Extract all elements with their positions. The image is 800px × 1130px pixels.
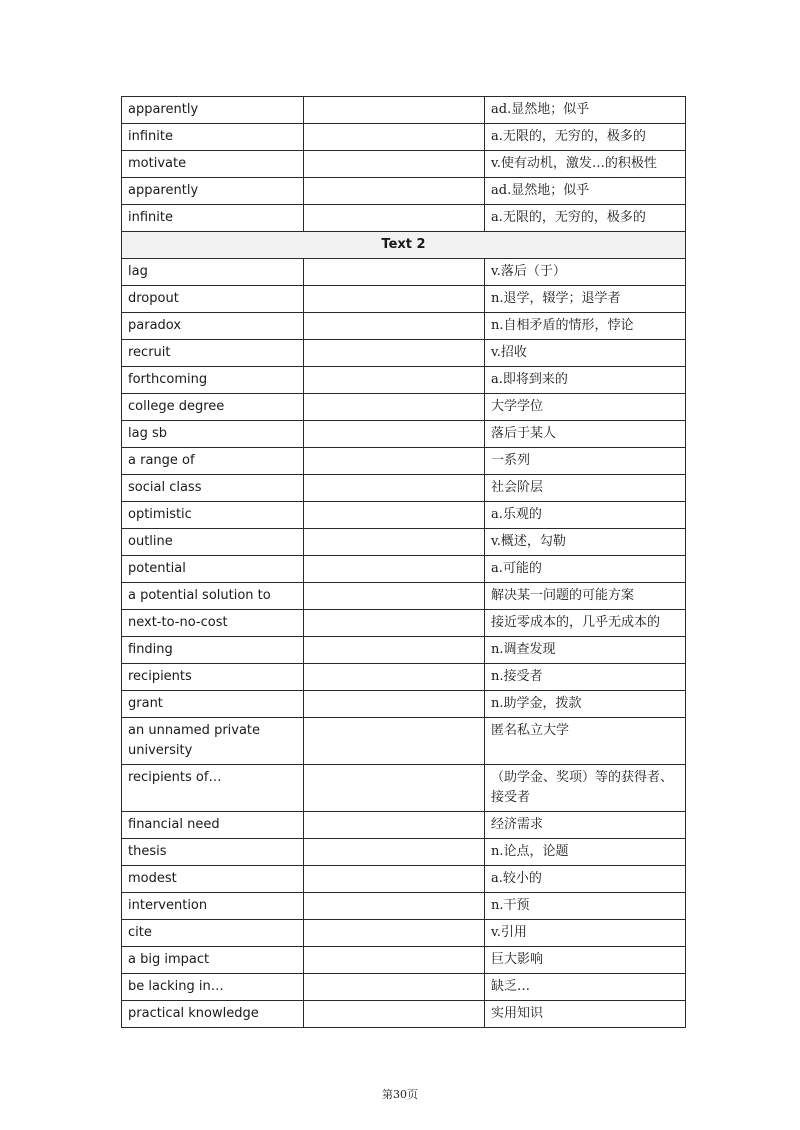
table-row xyxy=(122,718,686,765)
chinese-meaning-cell: 缺乏… xyxy=(485,974,686,1001)
chinese-meaning-cell: a.无限的，无穷的，极多的 xyxy=(485,205,686,232)
english-term-cell: outline xyxy=(122,529,304,556)
english-term-cell: an unnamed private university xyxy=(122,718,304,765)
chinese-meaning-cell: ad.显然地；似乎 xyxy=(485,178,686,205)
chinese-meaning-cell: （助学金、奖项）等的获得者、接受者 xyxy=(485,765,686,812)
blank-cell xyxy=(304,556,485,583)
blank-cell xyxy=(304,205,485,232)
english-term-cell: a big impact xyxy=(122,947,304,974)
blank-cell xyxy=(304,394,485,421)
table-row xyxy=(122,448,686,475)
table-row xyxy=(122,765,686,812)
english-term-cell: dropout xyxy=(122,286,304,313)
chinese-meaning-cell: v.使有动机，激发…的积极性 xyxy=(485,151,686,178)
english-term-cell: financial need xyxy=(122,812,304,839)
section-body xyxy=(122,232,686,259)
english-term-cell: apparently xyxy=(122,178,304,205)
table-row xyxy=(122,394,686,421)
blank-cell xyxy=(304,313,485,340)
table-row xyxy=(122,529,686,556)
english-term-cell: recipients xyxy=(122,664,304,691)
table-row xyxy=(122,839,686,866)
blank-cell xyxy=(304,475,485,502)
vocabulary-table xyxy=(121,96,686,1028)
table-row xyxy=(122,124,686,151)
blank-cell xyxy=(304,421,485,448)
english-term-cell: be lacking in… xyxy=(122,974,304,1001)
english-term-cell: modest xyxy=(122,866,304,893)
english-term-cell: finding xyxy=(122,637,304,664)
english-term-cell: a range of xyxy=(122,448,304,475)
blank-cell xyxy=(304,340,485,367)
table-row xyxy=(122,259,686,286)
chinese-meaning-cell: n.干预 xyxy=(485,893,686,920)
section-title: Text 2 xyxy=(122,232,686,259)
chinese-meaning-cell: 解决某一问题的可能方案 xyxy=(485,583,686,610)
table-row xyxy=(122,340,686,367)
blank-cell xyxy=(304,839,485,866)
english-term-cell: grant xyxy=(122,691,304,718)
english-term-cell: motivate xyxy=(122,151,304,178)
chinese-meaning-cell: 巨大影响 xyxy=(485,947,686,974)
chinese-meaning-cell: n.调查发现 xyxy=(485,637,686,664)
table-row xyxy=(122,205,686,232)
blank-cell xyxy=(304,583,485,610)
chinese-meaning-cell: n.论点，论题 xyxy=(485,839,686,866)
english-term-cell: recipients of… xyxy=(122,765,304,812)
blank-cell xyxy=(304,259,485,286)
english-term-cell: potential xyxy=(122,556,304,583)
blank-cell xyxy=(304,367,485,394)
page-number: 第30页 xyxy=(382,1088,418,1101)
english-term-cell: social class xyxy=(122,475,304,502)
blank-cell xyxy=(304,765,485,812)
chinese-meaning-cell: ad.显然地；似乎 xyxy=(485,97,686,124)
chinese-meaning-cell: n.退学，辍学；退学者 xyxy=(485,286,686,313)
blank-cell xyxy=(304,178,485,205)
blank-cell xyxy=(304,866,485,893)
table-row xyxy=(122,637,686,664)
blank-cell xyxy=(304,97,485,124)
english-term-cell: practical knowledge xyxy=(122,1001,304,1028)
chinese-meaning-cell: n.接受者 xyxy=(485,664,686,691)
english-term-cell: recruit xyxy=(122,340,304,367)
chinese-meaning-cell: 接近零成本的，几乎无成本的 xyxy=(485,610,686,637)
section-header-row xyxy=(122,232,686,259)
blank-cell xyxy=(304,529,485,556)
chinese-meaning-cell: 经济需求 xyxy=(485,812,686,839)
table-row xyxy=(122,97,686,124)
table-row xyxy=(122,664,686,691)
blank-cell xyxy=(304,920,485,947)
blank-cell xyxy=(304,610,485,637)
chinese-meaning-cell: n.助学金，拨款 xyxy=(485,691,686,718)
blank-cell xyxy=(304,893,485,920)
blank-cell xyxy=(304,502,485,529)
table-row xyxy=(122,367,686,394)
chinese-meaning-cell: 大学学位 xyxy=(485,394,686,421)
table-row xyxy=(122,502,686,529)
english-term-cell: apparently xyxy=(122,97,304,124)
table-row xyxy=(122,313,686,340)
blank-cell xyxy=(304,718,485,765)
table-row xyxy=(122,974,686,1001)
table-row xyxy=(122,556,686,583)
table-row xyxy=(122,178,686,205)
chinese-meaning-cell: 社会阶层 xyxy=(485,475,686,502)
table-row xyxy=(122,812,686,839)
table-row xyxy=(122,1001,686,1028)
table-row xyxy=(122,691,686,718)
english-term-cell: thesis xyxy=(122,839,304,866)
chinese-meaning-cell: 实用知识 xyxy=(485,1001,686,1028)
blank-cell xyxy=(304,947,485,974)
chinese-meaning-cell: a.可能的 xyxy=(485,556,686,583)
english-term-cell: college degree xyxy=(122,394,304,421)
chinese-meaning-cell: v.招收 xyxy=(485,340,686,367)
blank-cell xyxy=(304,974,485,1001)
chinese-meaning-cell: a.较小的 xyxy=(485,866,686,893)
english-term-cell: lag sb xyxy=(122,421,304,448)
english-term-cell: intervention xyxy=(122,893,304,920)
table-row xyxy=(122,286,686,313)
chinese-meaning-cell: a.乐观的 xyxy=(485,502,686,529)
table-row xyxy=(122,151,686,178)
english-term-cell: optimistic xyxy=(122,502,304,529)
blank-cell xyxy=(304,124,485,151)
table-row xyxy=(122,893,686,920)
english-term-cell: a potential solution to xyxy=(122,583,304,610)
blank-cell xyxy=(304,448,485,475)
table-row xyxy=(122,475,686,502)
blank-cell xyxy=(304,151,485,178)
english-term-cell: lag xyxy=(122,259,304,286)
english-term-cell: next-to-no-cost xyxy=(122,610,304,637)
rows-after-body xyxy=(122,259,686,1028)
english-term-cell: infinite xyxy=(122,205,304,232)
english-term-cell: forthcoming xyxy=(122,367,304,394)
table-row xyxy=(122,866,686,893)
rows-before-body xyxy=(122,97,686,232)
blank-cell xyxy=(304,286,485,313)
chinese-meaning-cell: n.自相矛盾的情形，悖论 xyxy=(485,313,686,340)
english-term-cell: paradox xyxy=(122,313,304,340)
blank-cell xyxy=(304,637,485,664)
table-row xyxy=(122,920,686,947)
table-row xyxy=(122,947,686,974)
chinese-meaning-cell: 匿名私立大学 xyxy=(485,718,686,765)
blank-cell xyxy=(304,664,485,691)
chinese-meaning-cell: a.即将到来的 xyxy=(485,367,686,394)
chinese-meaning-cell: a.无限的，无穷的，极多的 xyxy=(485,124,686,151)
table-row xyxy=(122,583,686,610)
blank-cell xyxy=(304,1001,485,1028)
chinese-meaning-cell: v.概述，勾勒 xyxy=(485,529,686,556)
table-row xyxy=(122,610,686,637)
english-term-cell: cite xyxy=(122,920,304,947)
chinese-meaning-cell: v.落后（于） xyxy=(485,259,686,286)
chinese-meaning-cell: v.引用 xyxy=(485,920,686,947)
blank-cell xyxy=(304,812,485,839)
chinese-meaning-cell: 落后于某人 xyxy=(485,421,686,448)
table-row xyxy=(122,421,686,448)
blank-cell xyxy=(304,691,485,718)
english-term-cell: infinite xyxy=(122,124,304,151)
chinese-meaning-cell: 一系列 xyxy=(485,448,686,475)
